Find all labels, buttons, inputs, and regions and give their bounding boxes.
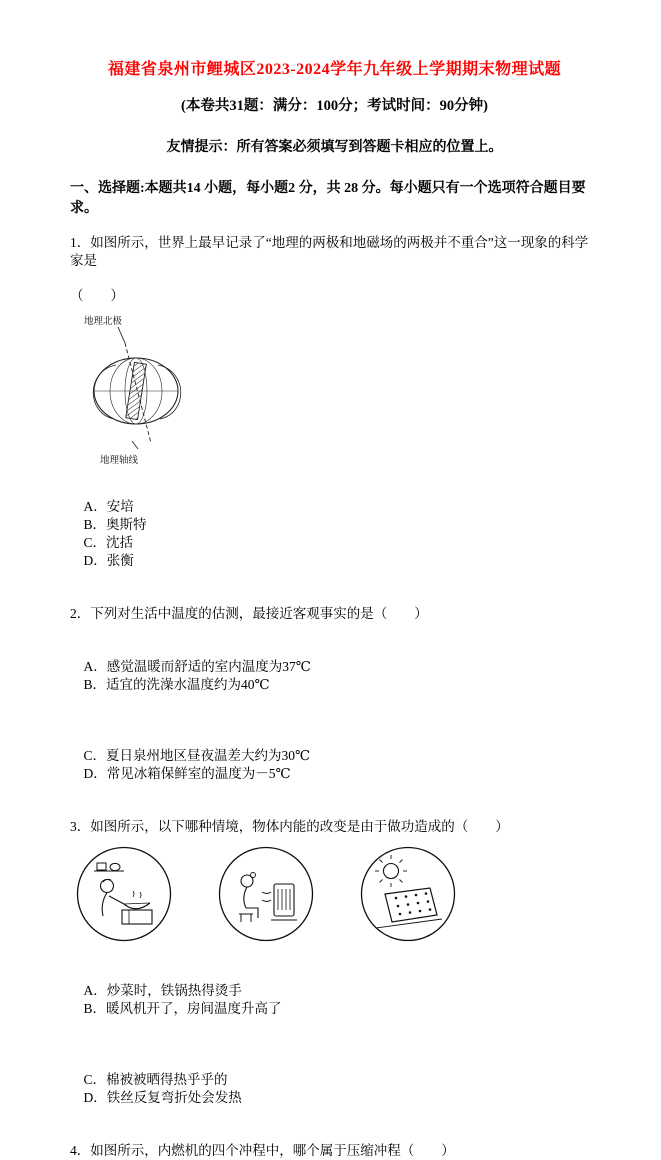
- q3-option-c: C．棉被被晒得热乎乎的: [83, 1072, 228, 1087]
- question-3-figures: [74, 844, 599, 944]
- exam-reminder: 友情提示：所有答案必须填写到答题卡相应的位置上。: [166, 140, 503, 155]
- q1-option-a: A．安培: [83, 499, 134, 514]
- earth-geomagnetic-diagram: [76, 313, 200, 468]
- exam-subtitle: (本卷共31题：满分：100分；考试时间：90分钟): [181, 98, 488, 114]
- exam-title: 福建省泉州市鲤城区2023-2024学年九年级上学期期末物理试题: [107, 61, 562, 78]
- q1-option-c: C．沈括: [83, 535, 134, 550]
- question-2-options-row2: [70, 729, 599, 801]
- q1-option-d: D．张衡: [83, 553, 134, 568]
- question-3-options-row1: [70, 964, 599, 1036]
- question-1-answer-bracket: （ ）: [70, 288, 124, 303]
- q2-option-c: C．夏日泉州地区昼夜温差大约为30℃: [83, 748, 311, 763]
- question-3-options-row2: [70, 1053, 599, 1125]
- question-1-figure: [76, 313, 200, 468]
- fan-heater-scene-figure: [216, 844, 316, 944]
- figure-label-geographic-axis: 地理轴线: [100, 456, 139, 466]
- question-4-text: 4．如图所示，内燃机的四个冲程中，哪个属于压缩冲程（ ）: [70, 1143, 455, 1158]
- question-1-text: 1．如图所示，世界上最早记录了“地理的两极和地磁场的两极并不重合”这一现象的科学家是: [70, 235, 589, 268]
- section-header-multiple-choice: 一、选择题:本题共14 小题，每小题2 分，共 28 分。每小题只有一个选项符合题目要求。: [70, 181, 586, 216]
- question-2-text: 2．下列对生活中温度的估测，最接近客观事实的是（ ）: [70, 606, 428, 621]
- question-2-options-row1: [70, 640, 599, 712]
- question-1-options: [70, 480, 599, 588]
- q3-option-d: D．铁丝反复弯折处会发热: [83, 1090, 242, 1105]
- sun-drying-quilt-scene-figure: [358, 844, 458, 944]
- q3-option-a: A．炒菜时，铁锅热得烫手: [83, 983, 242, 998]
- question-3-text: 3．如图所示，以下哪种情境，物体内能的改变是由于做功造成的（ ）: [70, 819, 509, 834]
- q3-option-b: B．暖风机开了，房间温度升高了: [83, 1001, 282, 1016]
- q2-option-b: B．适宜的洗澡水温度约为40℃: [83, 677, 270, 692]
- q1-option-b: B．奥斯特: [83, 517, 147, 532]
- figure-label-geographic-north-pole: 地理北极: [84, 317, 123, 327]
- q2-option-a: A．感觉温暖而舒适的室内温度为37℃: [83, 659, 311, 674]
- q2-option-d: D．常见冰箱保鲜室的温度为－5℃: [83, 766, 291, 781]
- cooking-wok-scene-figure: [74, 844, 174, 944]
